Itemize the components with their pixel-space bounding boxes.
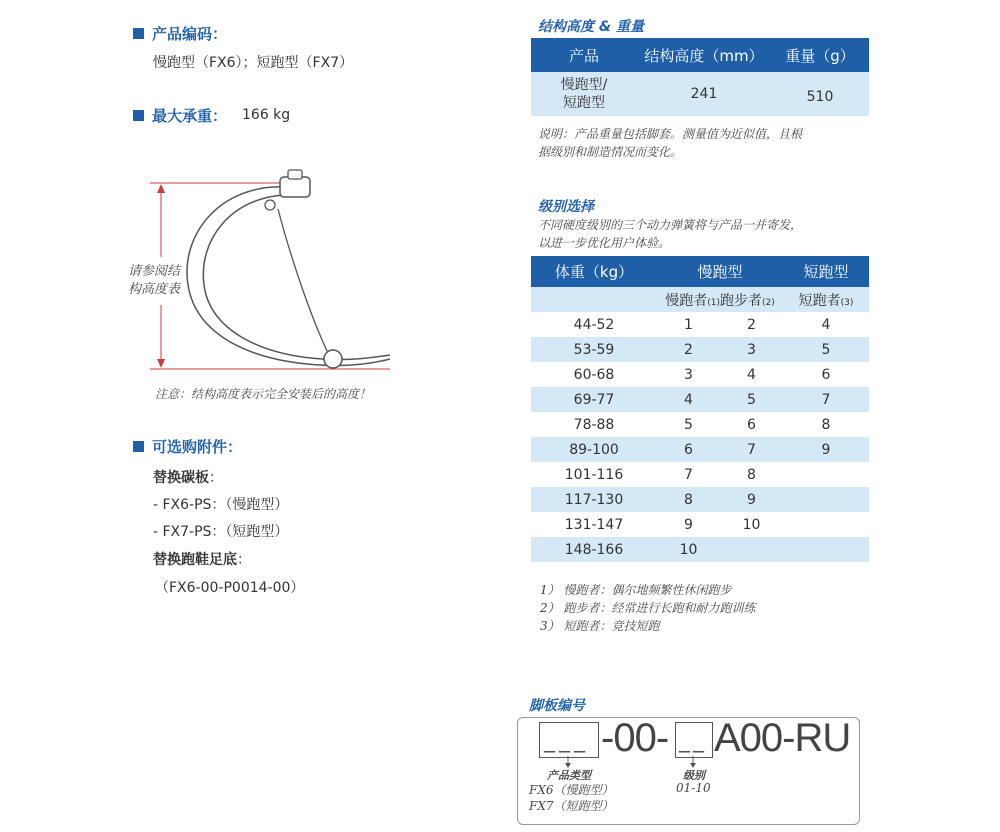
cat-jog-level: 5 — [684, 416, 693, 433]
table-row — [531, 412, 869, 437]
cat-jog-level: 8 — [657, 487, 720, 512]
cat-jog-level: 1 — [684, 316, 693, 333]
hw-header-weight: 重量（g） — [771, 38, 869, 72]
cat-sprint-level: 7 — [783, 387, 869, 412]
table-row — [531, 487, 869, 512]
hw-height-value: 241 — [637, 72, 771, 116]
code-mid: -00- — [601, 716, 669, 760]
cat-weight: 131-147 — [564, 516, 624, 533]
cat-weight: 78-88 — [573, 416, 615, 433]
arrow-down-icon — [157, 359, 165, 368]
category-desc-line1: 不同硬度级别的三个动力弹簧将与产品一并寄发， — [538, 218, 803, 232]
cat-sprint-level: 9 — [783, 437, 869, 462]
cat-sprint-level: 6 — [821, 366, 831, 383]
bullet-square-icon — [133, 110, 144, 121]
height-weight-title: 结构高度 & 重量 — [538, 19, 644, 35]
cat-sprint-level — [783, 512, 869, 537]
cat-weight: 60-68 — [573, 366, 615, 383]
product-type-fx6: FX6（慢跑型） — [529, 783, 614, 797]
carbon-plate-label: 替换碳板 — [153, 470, 209, 486]
cat-run-level: 5 — [720, 387, 783, 412]
accessory-fx6: - FX6-PS：（慢跑型） — [153, 497, 289, 513]
max-load-title: 最大承重： — [152, 107, 228, 125]
cat-weight: 101-116 — [564, 466, 624, 483]
hw-header-height: 结构高度（mm） — [637, 38, 771, 72]
cat-jog-level: 3 — [684, 366, 693, 383]
table-row — [531, 537, 869, 562]
sole-code: （FX6-00-P0014-00） — [155, 580, 305, 596]
bullet-square-icon — [133, 441, 144, 452]
cat-jog-level: 2 — [657, 337, 720, 362]
cat-header-weight: 体重（kg） — [531, 256, 657, 287]
cat-sub-sprinter — [783, 287, 869, 312]
cat-sub-runner-note: (2) — [762, 297, 775, 308]
blade-inner-edge — [203, 195, 390, 360]
table-row — [531, 462, 869, 487]
carbon-plate-row — [153, 467, 223, 487]
cat-sprint-level — [783, 537, 869, 562]
product-type-fx7: FX7（短跑型） — [529, 799, 614, 813]
hw-header-product: 产品 — [531, 38, 637, 72]
cat-jog-level: 4 — [657, 387, 720, 412]
cat-jog-level: 6 — [657, 437, 720, 462]
cat-run-level — [720, 537, 783, 562]
product-code-value: 慢跑型（FX6）；短跑型（FX7） — [153, 55, 354, 71]
cat-header-jog: 慢跑型 — [657, 256, 783, 287]
cat-sub-sprinter-note: (3) — [840, 297, 854, 308]
table-row — [531, 387, 869, 412]
accessories-title: 可选购附件： — [152, 438, 243, 456]
cat-sub-runner — [720, 287, 783, 312]
cat-run-level: 9 — [720, 487, 783, 512]
cat-run-level: 7 — [720, 437, 783, 462]
cat-header-sprint: 短跑型 — [783, 256, 869, 287]
cat-jog-level: 10 — [657, 537, 720, 562]
cat-weight: 117-130 — [531, 487, 657, 512]
cat-run-level: 2 — [747, 316, 756, 333]
hw-product-line2: 短跑型 — [563, 95, 605, 111]
adapter-bolt — [265, 200, 275, 210]
category-desc-line2: 以进一步优化用户体验。 — [538, 236, 671, 250]
cat-run-level: 8 — [747, 466, 756, 483]
carbon-plate-colon: ： — [209, 470, 223, 486]
category-table — [531, 256, 869, 562]
cat-sub-jogger — [657, 287, 720, 312]
pedal-code-title: 脚板编号 — [529, 698, 585, 714]
figure-note: 注意：结构高度表示完全安装后的高度！ — [155, 387, 372, 401]
level-range: 01-10 — [676, 781, 711, 795]
cat-weight: 53-59 — [531, 337, 657, 362]
cat-sub-empty — [531, 287, 657, 312]
cat-run-level: 4 — [747, 366, 756, 383]
footnote-2: 2） 跑步者：经常进行长跑和耐力跑训练 — [540, 601, 756, 615]
cat-run-level: 6 — [747, 416, 756, 433]
table-row — [531, 437, 869, 462]
cat-weight: 44-52 — [573, 316, 615, 333]
cat-sprint-level: 8 — [821, 416, 831, 433]
hw-note-line1: 说明：产品重量包括脚套。测量值为近似值，且根 — [538, 127, 803, 141]
spring-wheel — [324, 350, 342, 368]
category-title: 级别选择 — [538, 199, 594, 215]
cat-weight: 89-100 — [531, 437, 657, 462]
cat-sub-sprinter-label: 短跑者 — [798, 292, 841, 309]
cat-sub-runner-label: 跑步者 — [720, 292, 762, 309]
cat-run-level: 3 — [720, 337, 783, 362]
hw-note-line2: 据级别和制造情况而变化。 — [538, 145, 683, 159]
cat-sprint-level — [783, 487, 869, 512]
sole-row — [153, 549, 251, 569]
footnote-1: 1） 慢跑者：偶尔地频繁性休闲跑步 — [540, 583, 732, 597]
cat-weight: 69-77 — [531, 387, 657, 412]
table-row — [531, 337, 869, 362]
hw-product-cell — [531, 72, 637, 116]
cat-sub-jogger-label: 慢跑者 — [665, 292, 708, 309]
pyramid-adapter — [280, 177, 310, 197]
figure-label-line1: 请参阅结 — [128, 264, 181, 279]
product-type-label: 产品类型 — [547, 769, 591, 782]
accessory-fx7: - FX7-PS：（短跑型） — [153, 524, 289, 540]
max-load-value: 166 kg — [242, 107, 291, 123]
adapter-top — [288, 170, 302, 179]
cat-jog-level: 7 — [684, 466, 693, 483]
blade-outer-edge — [187, 187, 390, 366]
figure-label-line2: 构高度表 — [128, 282, 181, 297]
table-row — [531, 362, 869, 387]
height-weight-table — [531, 38, 869, 116]
hw-weight-value: 510 — [771, 72, 869, 116]
cat-sub-jogger-note: (1) — [707, 297, 720, 308]
blank-product: ___ — [544, 728, 589, 753]
code-suffix: A00-RU — [714, 716, 851, 760]
bullet-square-icon — [133, 28, 144, 39]
table-row — [531, 312, 869, 337]
cat-weight: 148-166 — [531, 537, 657, 562]
level-label: 级别 — [683, 769, 705, 782]
footnote-3: 3） 短跑者：竞技短跑 — [540, 619, 660, 633]
table-row — [531, 512, 869, 537]
product-code-title: 产品编码： — [152, 25, 228, 43]
cat-jog-level: 9 — [684, 516, 693, 533]
arrow-up-icon — [157, 184, 165, 193]
cat-run-level: 10 — [742, 516, 761, 533]
cat-sprint-level — [783, 462, 869, 487]
sole-label: 替换跑鞋足底 — [153, 552, 237, 568]
blank-level: __ — [679, 728, 707, 753]
spring-line — [278, 209, 328, 353]
cat-sprint-level: 5 — [783, 337, 869, 362]
hw-product-line1: 慢跑型/ — [560, 77, 608, 93]
cat-sprint-level: 4 — [821, 316, 831, 333]
sole-colon: ： — [237, 552, 251, 568]
